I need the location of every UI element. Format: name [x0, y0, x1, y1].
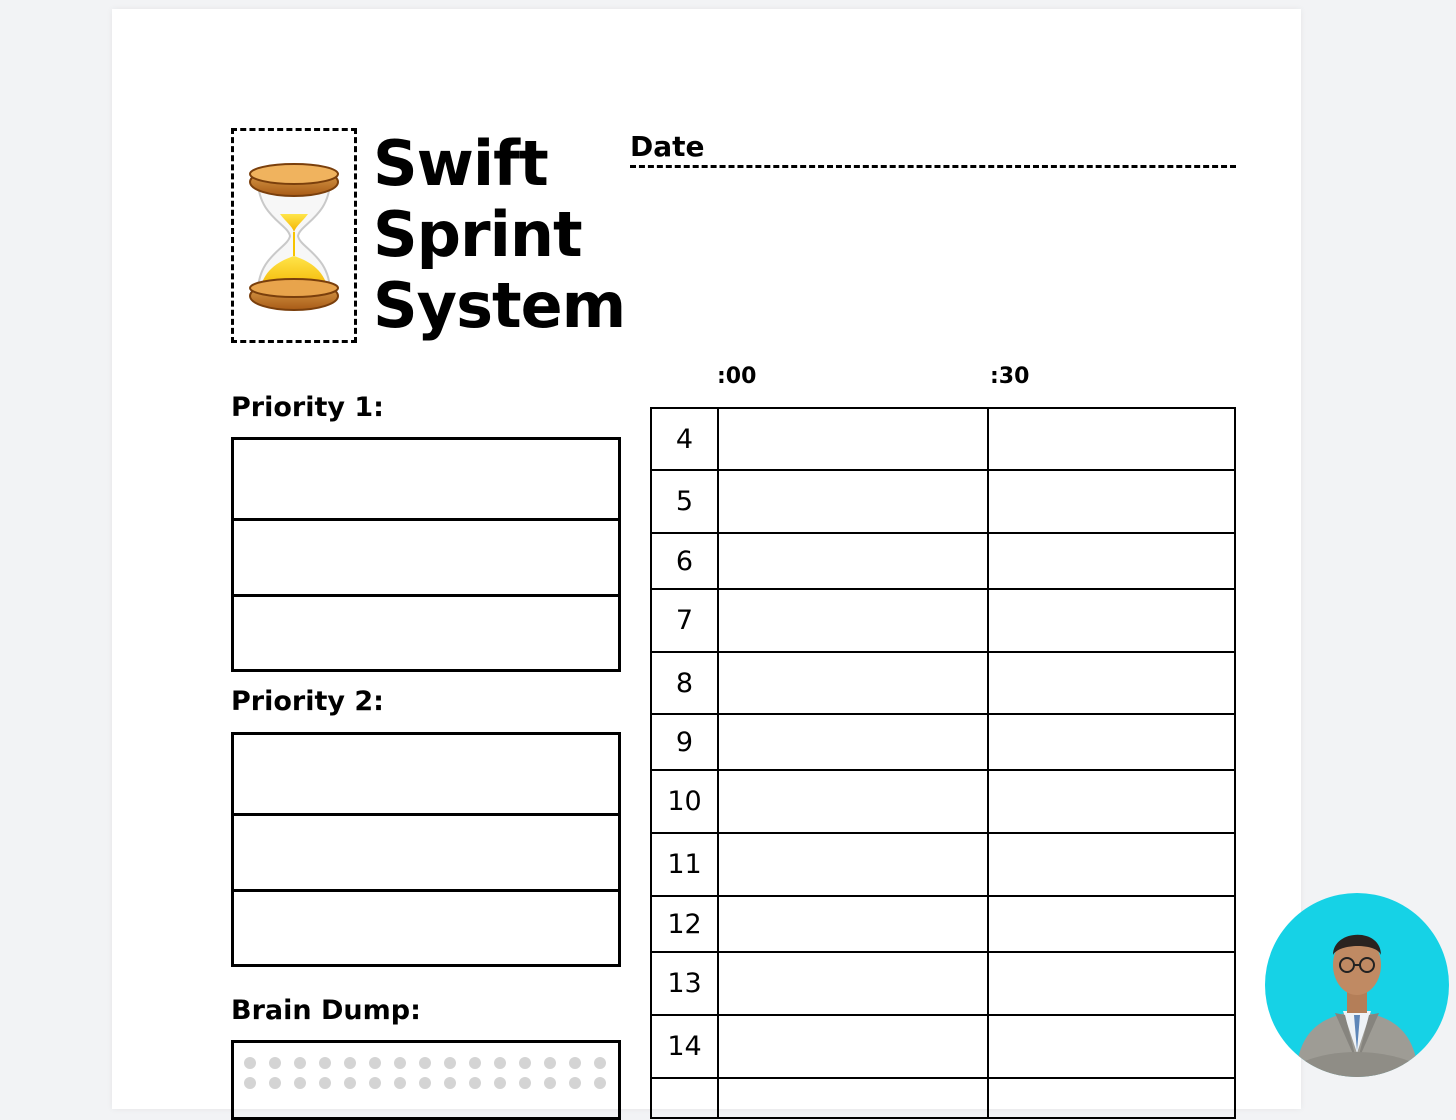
hour-label: 12	[651, 896, 718, 952]
schedule-row	[651, 533, 1235, 589]
slot-30[interactable]	[988, 770, 1235, 833]
column-label-30: :30	[990, 364, 1030, 389]
schedule-row	[651, 470, 1235, 533]
hour-label	[651, 1078, 718, 1118]
schedule-row	[651, 652, 1235, 714]
hour-label: 6	[651, 533, 718, 589]
schedule-row	[651, 833, 1235, 896]
date-field[interactable]	[630, 165, 1236, 168]
hour-label: 9	[651, 714, 718, 770]
slot-30[interactable]	[988, 470, 1235, 533]
slot-00[interactable]	[718, 952, 988, 1015]
schedule-table	[650, 407, 1236, 1119]
slot-30[interactable]	[988, 1015, 1235, 1078]
schedule-row	[651, 1015, 1235, 1078]
schedule-row	[651, 896, 1235, 952]
hour-label: 13	[651, 952, 718, 1015]
slot-00[interactable]	[718, 533, 988, 589]
avatar	[1265, 893, 1449, 1077]
schedule-row	[651, 408, 1235, 470]
title-line-2: Sprint	[373, 198, 582, 271]
dot-grid-row	[244, 1077, 618, 1089]
slot-00[interactable]	[718, 589, 988, 652]
priority-1-row[interactable]	[234, 440, 618, 521]
brain-dump-label: Brain Dump:	[231, 995, 421, 1026]
slot-00[interactable]	[718, 896, 988, 952]
slot-00[interactable]	[718, 470, 988, 533]
hour-label: 11	[651, 833, 718, 896]
hour-label: 5	[651, 470, 718, 533]
slot-30[interactable]	[988, 896, 1235, 952]
title-line-1: Swift	[373, 127, 548, 200]
slot-30[interactable]	[988, 714, 1235, 770]
schedule-row	[651, 770, 1235, 833]
logo-frame	[231, 128, 357, 343]
slot-00[interactable]	[718, 770, 988, 833]
schedule-row	[651, 589, 1235, 652]
slot-00[interactable]	[718, 714, 988, 770]
hour-label: 4	[651, 408, 718, 470]
page-title	[373, 128, 625, 341]
slot-30[interactable]	[988, 533, 1235, 589]
slot-30[interactable]	[988, 833, 1235, 896]
column-label-00: :00	[717, 364, 757, 389]
priority-1-label: Priority 1:	[231, 392, 384, 423]
slot-30[interactable]	[988, 652, 1235, 714]
dot-grid-row	[244, 1057, 618, 1069]
priority-1-row[interactable]	[234, 521, 618, 597]
hour-label: 14	[651, 1015, 718, 1078]
slot-30[interactable]	[988, 408, 1235, 470]
priority-1-row[interactable]	[234, 597, 618, 669]
priority-2-row[interactable]	[234, 892, 618, 964]
slot-30[interactable]	[988, 952, 1235, 1015]
person-avatar-icon	[1265, 893, 1449, 1077]
slot-00[interactable]	[718, 408, 988, 470]
hour-label: 7	[651, 589, 718, 652]
schedule-row	[651, 714, 1235, 770]
slot-00[interactable]	[718, 833, 988, 896]
priority-1-box	[231, 437, 621, 672]
priority-2-box	[231, 732, 621, 967]
slot-00[interactable]	[718, 1078, 988, 1118]
hour-label: 10	[651, 770, 718, 833]
hour-label: 8	[651, 652, 718, 714]
hourglass-icon	[246, 156, 342, 316]
slot-30[interactable]	[988, 1078, 1235, 1118]
priority-2-label: Priority 2:	[231, 686, 384, 717]
slot-00[interactable]	[718, 652, 988, 714]
title-line-3: System	[373, 269, 626, 342]
slot-00[interactable]	[718, 1015, 988, 1078]
priority-2-row[interactable]	[234, 735, 618, 816]
schedule-row	[651, 952, 1235, 1015]
brain-dump-box[interactable]	[231, 1040, 621, 1120]
priority-2-row[interactable]	[234, 816, 618, 892]
schedule-row	[651, 1078, 1235, 1118]
date-label: Date	[630, 130, 705, 163]
slot-30[interactable]	[988, 589, 1235, 652]
